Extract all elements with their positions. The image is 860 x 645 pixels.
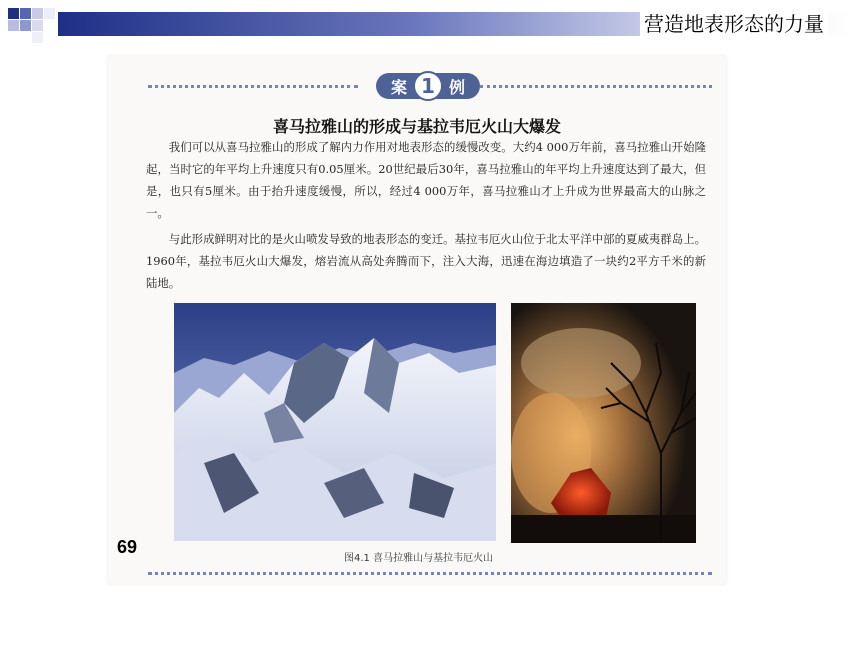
- figure-caption: 图4.1 喜马拉雅山与基拉韦厄火山: [344, 553, 494, 564]
- decor-square: [8, 8, 19, 19]
- decor-square: [32, 20, 43, 31]
- kilauea-volcano-photo: [511, 303, 696, 543]
- decor-square: [20, 8, 31, 19]
- decor-square: [44, 8, 55, 19]
- case-badge-right: 例: [449, 77, 466, 97]
- case-badge: [376, 73, 480, 99]
- case-title: 喜马拉雅山的形成与基拉韦厄火山大爆发: [272, 117, 561, 136]
- decor-square: [8, 20, 19, 31]
- page-number: 69: [117, 537, 138, 557]
- case-badge-number: 1: [413, 71, 443, 101]
- dotted-rule: [480, 85, 712, 88]
- paragraph: 我们可以从喜马拉雅山的形成了解内力作用对地表形态的缓慢改变。大约4 000万年前，喜马拉雅山开始隆起，当时它的年平均上升速度只有0.05厘米。20世纪最后30年，喜马拉雅山的年平均上升速度达到了最大，但是，也只有5厘米。由于抬升速度缓慢，所以，经过4 000万年，喜马拉雅山才上升成为世界最高大的山脉之一。: [146, 140, 706, 220]
- himalaya-photo: [174, 303, 496, 541]
- dotted-rule: [148, 572, 712, 575]
- textbook-page: [108, 56, 726, 584]
- slide-title: 营造地表形态的力量: [640, 10, 828, 38]
- decor-square: [32, 8, 43, 19]
- dotted-rule: [148, 85, 358, 88]
- case-badge-left: 案: [390, 77, 407, 97]
- decor-square: [32, 32, 43, 43]
- decor-square: [20, 20, 31, 31]
- paragraph: 与此形成鲜明对比的是火山喷发导致的地表形态的变迁。基拉韦厄火山位于北太平洋中部的夏威夷群岛上。1960年，基拉韦厄火山大爆发，熔岩流从高处奔腾而下，注入大海，迅速在海边填造了一块约2平方千米的新陆地。: [146, 232, 706, 290]
